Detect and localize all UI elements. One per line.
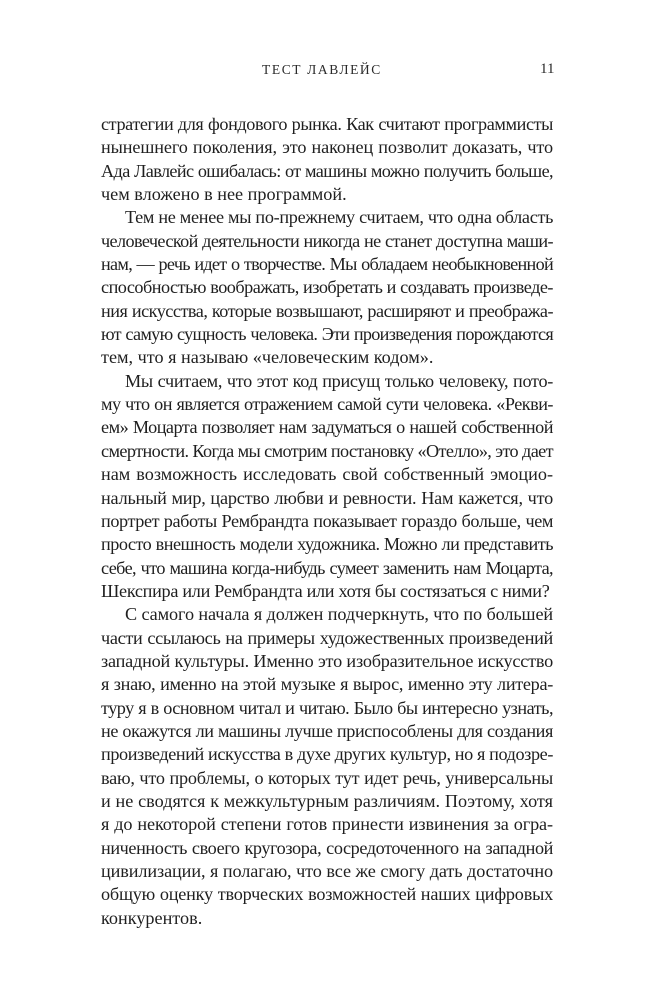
text-line: и не сводятся к межкультурным различиям. Поэтому, хотя [101,790,553,811]
text-line: ниченность своего кругозора, сосредоточенного на западной [101,837,553,858]
text-line: себе, что машина когда-нибудь сумеет заменить нам Моцарта, [101,557,553,578]
text-line: просто внешность модели художника. Можно ли представить [101,534,553,555]
paragraph [101,206,553,369]
text-line: Тем не менее мы по-прежнему считаем, что одна область [125,207,554,228]
text-line: нынешнего поколения, это наконец позволит доказать, что [101,137,553,158]
text-line: я до некоторой степени готов принести извинения за огра- [101,814,553,835]
text-line: Ада Лавлейс ошибалась: от машины можно получить больше, [101,160,553,181]
text-line: произведений искусства в духе других культур, но я подозре- [101,744,553,765]
running-head-title: ТЕСТ ЛАВЛЕЙС [262,62,382,77]
text-line: туру я в основном читал и читаю. Было бы интересно узнать, [101,697,553,718]
text-line: части ссылаюсь на примеры художественных произведений [101,627,553,648]
text-line: конкурентов. [101,907,203,928]
text-line: нам, — речь идет о творчестве. Мы обладаем необыкновенной [101,254,553,275]
paragraph [101,370,553,603]
text-line: тем, что я называю «человеческим кодом». [101,347,434,368]
text-line: ем» Моцарта позволяет нам задуматься о нашей собственной [101,417,553,438]
page-number: 11 [540,61,555,77]
text-line: западной культуры. Именно это изобразительное искусство [101,650,553,671]
paragraph [101,113,553,206]
text-line: ют самую сущность человека. Эти произведения порождаются [101,324,553,345]
text-line: я знаю, именно на этой музыке я вырос, именно эту литера- [101,674,553,695]
text-line: ваю, что проблемы, о которых тут идет речь, универсальны [101,767,553,788]
text-line: нам возможность исследовать свой собственный эмоцио- [101,464,553,485]
text-line: чем вложено в нее программой. [101,184,347,205]
text-line: Шекспира или Рембрандта или хотя бы состязаться с ними? [101,580,550,601]
text-line: человеческой деятельности никогда не станет доступна маши- [101,230,553,251]
text-line: не окажутся ли машины лучше приспособлены для создания [101,720,553,741]
paragraph [101,603,553,930]
text-line: стратегии для фондового рынка. Как считают программисты [101,114,553,134]
text-line: способностью воображать, изобретать и создавать произведе- [101,277,553,298]
text-line: общую оценку творческих возможностей наших цифровых [101,884,553,905]
text-line: ния искусства, которые возвышают, расширяют и преобража- [101,300,553,321]
text-line: цивилизации, я полагаю, что все же смогу дать достаточно [101,861,553,881]
text-line: С самого начала я должен подчеркнуть, что по большей [125,604,554,625]
text-line: му что он является отражением самой сути человека. «Рекви- [101,394,553,415]
text-line: нальный мир, царство любви и ревности. Нам кажется, что [101,487,553,508]
body-text [101,113,553,930]
text-line: портрет работы Рембрандта показывает гораздо больше, чем [101,510,553,531]
text-line: Мы считаем, что этот код присущ только человеку, пото- [125,370,553,391]
text-line: смертности. Когда мы смотрим постановку «Отелло», это дает [101,440,553,461]
